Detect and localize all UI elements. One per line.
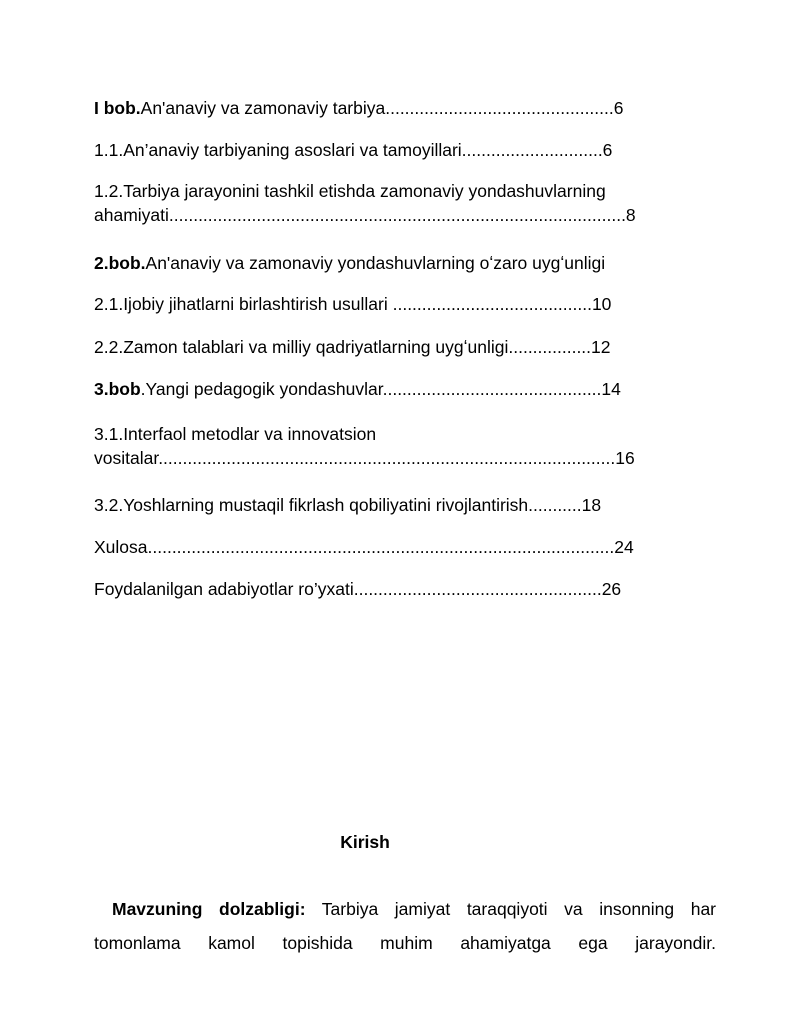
toc-entry-3-line1: 1.2.Tarbiya jarayonini tashkil etishda zamonaviy yondashuvlarning — [94, 181, 606, 201]
toc-entry-8-line1: 3.1.Interfaol metodlar va innovatsion — [94, 424, 377, 444]
toc-entry-5-text: 2.1.Ijobiy jihatlarni birlashtirish usullari .........................................10 — [94, 294, 612, 314]
toc-entry-2-text: 1.1.An’anaviy tarbiyaning asoslari va tamoyillari.............................6 — [94, 140, 613, 160]
intro-lead-bold: Mavzuning dolzabligi: — [112, 898, 306, 919]
toc-entry-9-text: 3.2.Yoshlarning mustaqil fikrlash qobiliyatini rivojlantirish...........18 — [94, 495, 602, 515]
toc-entry-4 — [94, 251, 605, 275]
toc-entry-7-text: .Yangi pedagogik yondashuvlar.............................................14 — [140, 379, 621, 399]
toc-entry-3 — [94, 179, 636, 227]
toc-entry-11-text: Foydalanilgan adabiyotlar ro’yxati...................................................26 — [94, 579, 622, 599]
section-heading: Kirish — [340, 832, 390, 852]
toc-entry-10 — [94, 535, 634, 559]
toc-entry-7-bold: 3.bob — [94, 379, 141, 399]
toc-entry-5 — [94, 292, 611, 316]
toc-entry-2 — [94, 138, 612, 162]
toc-entry-1-text: An'anaviy va zamonaviy tarbiya...............................................6 — [140, 98, 624, 118]
toc-entry-1-bold: I bob. — [94, 98, 141, 118]
toc-entry-4-text: An'anaviy va zamonaviy yondashuvlarning oʻzaro uygʻunligi — [145, 253, 606, 273]
toc-entry-6-text: 2.2.Zamon talablari va milliy qadriyatlarning uygʻunligi.................12 — [94, 337, 611, 357]
intro-paragraph — [94, 892, 716, 960]
intro-body-text: Tarbiya jamiyat taraqqiyoti va insonning har tomonlama kamol topishida muhim ahamiyatga ega jarayondir. — [94, 898, 717, 953]
toc-entry-10-text: Xulosa................................................................................................24 — [94, 537, 634, 557]
toc-entry-9 — [94, 493, 601, 517]
toc-entry-11 — [94, 577, 621, 601]
toc-entry-3-line2: ahamiyati..............................................................................................8 — [94, 205, 636, 225]
toc-entry-7 — [94, 377, 621, 401]
toc-entry-8 — [94, 422, 635, 470]
toc-entry-4-bold: 2.bob. — [94, 253, 146, 273]
toc-entry-6 — [94, 335, 611, 359]
toc-entry-1 — [94, 96, 623, 120]
toc-entry-8-line2: vositalar..............................................................................................16 — [94, 448, 635, 468]
